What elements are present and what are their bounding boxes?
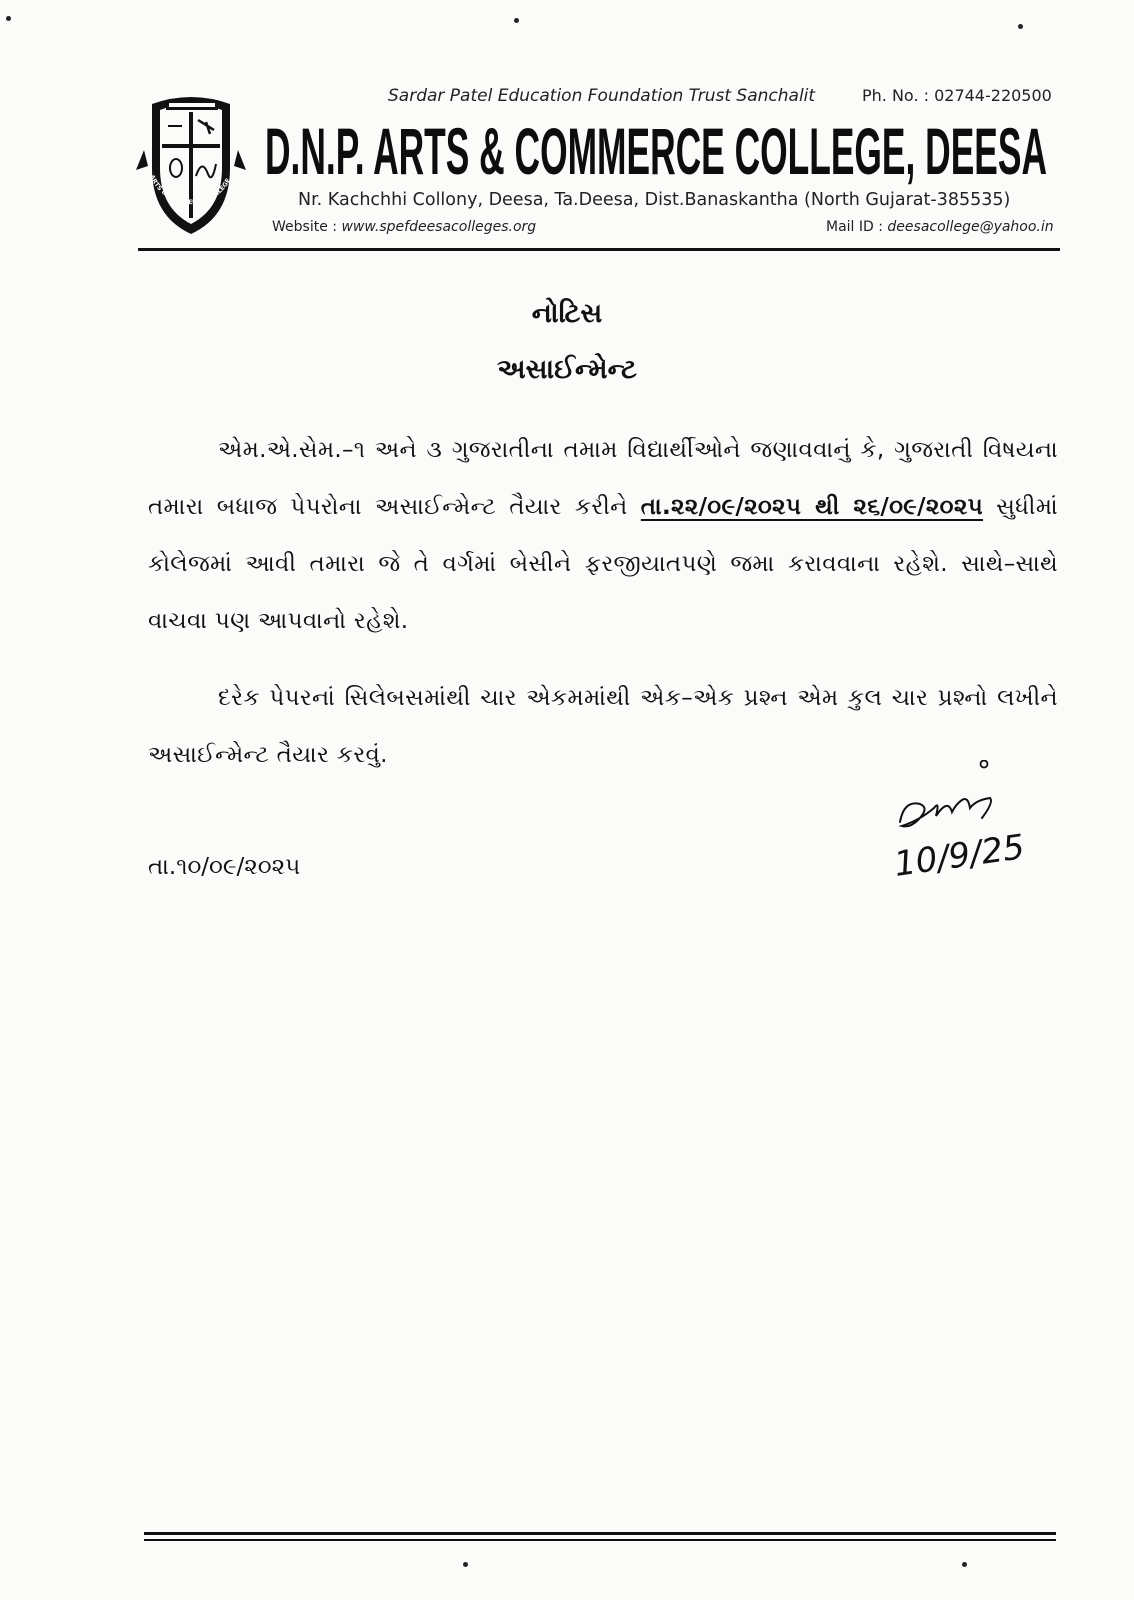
college-name: D.N.P. ARTS & COMMERCE COLLEGE, DEESA: [265, 114, 1047, 188]
para1-text-a: એમ.એ.સેમ.–૧ અને ૩ ગુજરાતીના તમામ વિદ્યાર્થીઓને જણાવવાનું કે, ગુજરાતી વિષયના તમારા બધાજ પેપરોના અસાઈન્મેન્ટ તૈયાર કરીને: [148, 437, 1058, 520]
college-logo: [132, 84, 250, 244]
trust-name: Sardar Patel Education Foundation Trust Sanchalit: [388, 86, 816, 106]
scan-speck: [6, 16, 11, 21]
para2-text: દરેક પેપરનાં સિલેબસમાંથી ચાર એકમમાંથી એક–એક પ્રશ્ન એમ કુલ ચાર પ્રશ્નો લખીને અસાઈન્મેન્ટ તૈયાર કરવું.: [148, 685, 1058, 768]
submission-date-range: તા.૨૨/૦૯/૨૦૨૫ થી ૨૬/૦૯/૨૦૨૫: [640, 494, 984, 520]
footer-rule-1: [144, 1532, 1056, 1535]
phone-number: Ph. No. : 02744-220500: [862, 86, 1052, 105]
scan-speck: [962, 1562, 967, 1567]
signature: [890, 760, 1040, 900]
header-divider: [138, 248, 1060, 251]
mail-line: [826, 219, 1054, 235]
logo-arc-text: ARTS & COMMERCE COLLEGE,: [148, 173, 234, 207]
notice-subtitle: અસાઈન્મેન્ટ: [497, 354, 637, 385]
notice-paragraph-1: [148, 422, 1058, 650]
mail-link[interactable]: deesacollege@yahoo.in: [887, 219, 1054, 235]
notice-date: તા.૧૦/૦૯/૨૦૨૫: [148, 854, 301, 880]
scan-speck: [463, 1562, 468, 1567]
college-address: Nr. Kachchhi Collony, Deesa, Ta.Deesa, Dist.Banaskantha (North Gujarat-385535): [298, 190, 1011, 210]
website-link[interactable]: www.spefdeesacolleges.org: [341, 219, 537, 235]
signature-date: 10/9/25: [891, 827, 1028, 885]
website-label: Website :: [272, 219, 337, 235]
college-name-banner: [265, 110, 1055, 186]
scan-speck: [514, 18, 519, 23]
footer-rule-2: [144, 1539, 1056, 1541]
mail-label: Mail ID :: [826, 219, 883, 235]
notice-title: નોટિસ: [531, 298, 603, 329]
para1-text-b: સુધીમાં કોલેજમાં આવી તમારા જે તે વર્ગમાં બેસીને ફરજીયાતપણે જમા કરાવવાના રહેશે. સાથે–સાથે વાચવા પણ આપવાનો રહેશે.: [148, 494, 1058, 634]
website-line: [272, 219, 536, 235]
scan-speck: [1018, 24, 1023, 29]
